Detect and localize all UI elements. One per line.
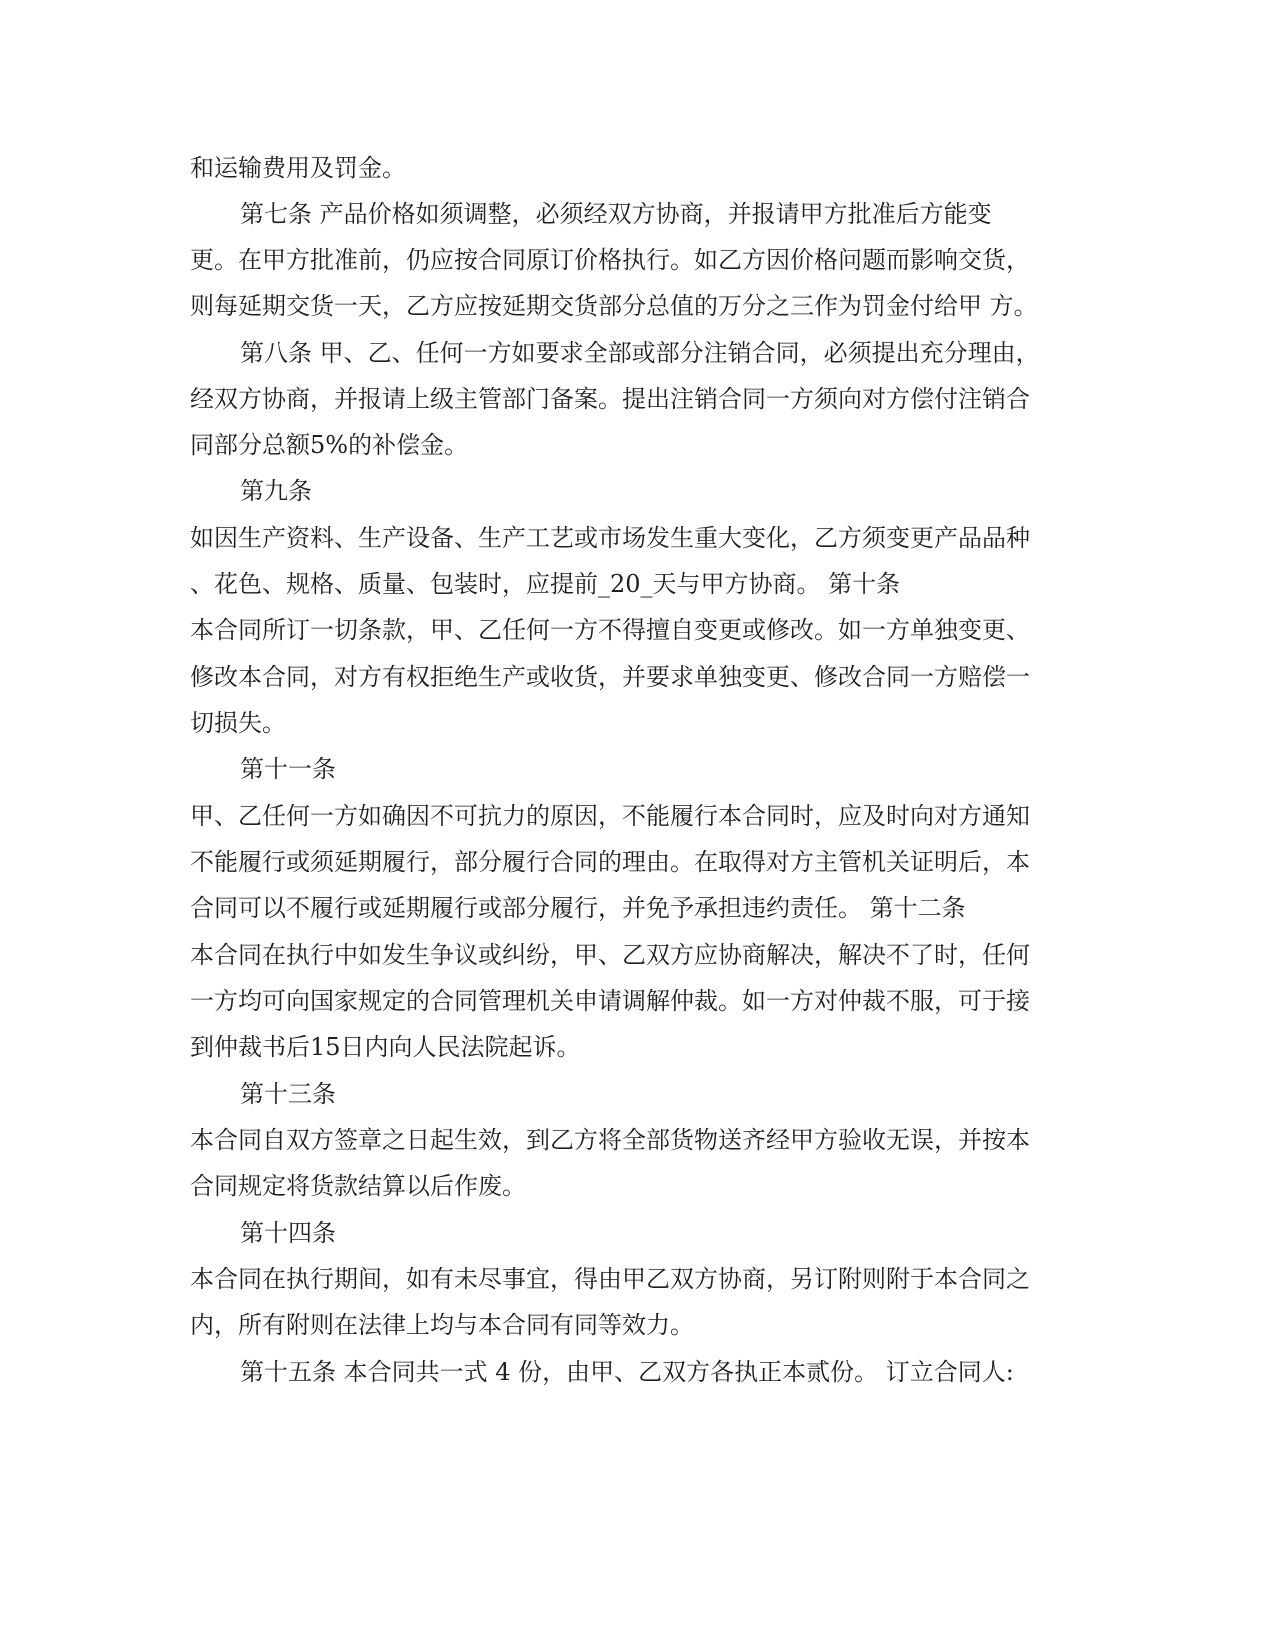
text-line: 合同规定将货款结算以后作废。 bbox=[190, 1172, 526, 1200]
text-line: 修改本合同，对方有权拒绝生产或收货，并要求单独变更、修改合同一方赔偿一 bbox=[190, 663, 1030, 691]
text-line: 第十五条 本合同共一式 4 份，由甲、乙双方各执正本贰份。 订立合同人: bbox=[240, 1358, 1014, 1386]
text-line: 甲、乙任何一方如确因不可抗力的原因，不能履行本合同时，应及时向对方通知 bbox=[190, 802, 1030, 830]
text-line: 更。在甲方批准前，仍应按合同原订价格执行。如乙方因价格问题而影响交货， bbox=[190, 246, 1030, 274]
text-line: 第九条 bbox=[240, 477, 312, 505]
text-line: 本合同在执行期间，如有未尽事宜，得由甲乙双方协商，另订附则附于本合同之 bbox=[190, 1265, 1030, 1293]
text-line: 、花色、规格、质量、包装时，应提前_20_天与甲方协商。 第十条 bbox=[190, 570, 901, 598]
text-line: 本合同在执行中如发生争议或纠纷，甲、乙双方应协商解决，解决不了时，任何 bbox=[190, 941, 1030, 969]
text-line: 第十一条 bbox=[240, 755, 336, 783]
text-line: 同部分总额5%的补偿金。 bbox=[190, 431, 469, 459]
text-line: 合同可以不履行或延期履行或部分履行，并免予承担违约责任。 第十二条 bbox=[190, 894, 966, 922]
text-line: 本合同自双方签章之日起生效，到乙方将全部货物送齐经甲方验收无误，并按本 bbox=[190, 1126, 1030, 1154]
text-line: 不能履行或须延期履行，部分履行合同的理由。在取得对方主管机关证明后，本 bbox=[190, 848, 1030, 876]
text-line: 到仲裁书后15日内向人民法院起诉。 bbox=[190, 1033, 581, 1061]
text-line: 切损失。 bbox=[190, 709, 286, 737]
text-line: 则每延期交货一天，乙方应按延期交货部分总值的万分之三作为罚金付给甲 方。 bbox=[190, 292, 1038, 320]
text-line: 第七条 产品价格如须调整，必须经双方协商，并报请甲方批准后方能变 bbox=[240, 200, 992, 228]
text-line: 一方均可向国家规定的合同管理机关申请调解仲裁。如一方对仲裁不服，可于接 bbox=[190, 987, 1030, 1015]
text-line: 第八条 甲、乙、任何一方如要求全部或部分注销合同，必须提出充分理由， bbox=[240, 339, 1040, 367]
text-line: 本合同所订一切条款，甲、乙任何一方不得擅自变更或修改。如一方单独变更、 bbox=[190, 616, 1030, 644]
text-line: 第十三条 bbox=[240, 1080, 336, 1108]
text-line: 经双方协商，并报请上级主管部门备案。提出注销合同一方须向对方偿付注销合 bbox=[190, 385, 1030, 413]
text-line: 内，所有附则在法律上均与本合同有同等效力。 bbox=[190, 1311, 694, 1339]
text-line: 如因生产资料、生产设备、生产工艺或市场发生重大变化，乙方须变更产品品种 bbox=[190, 524, 1030, 552]
text-line: 第十四条 bbox=[240, 1219, 336, 1247]
text-line: 和运输费用及罚金。 bbox=[190, 154, 406, 182]
